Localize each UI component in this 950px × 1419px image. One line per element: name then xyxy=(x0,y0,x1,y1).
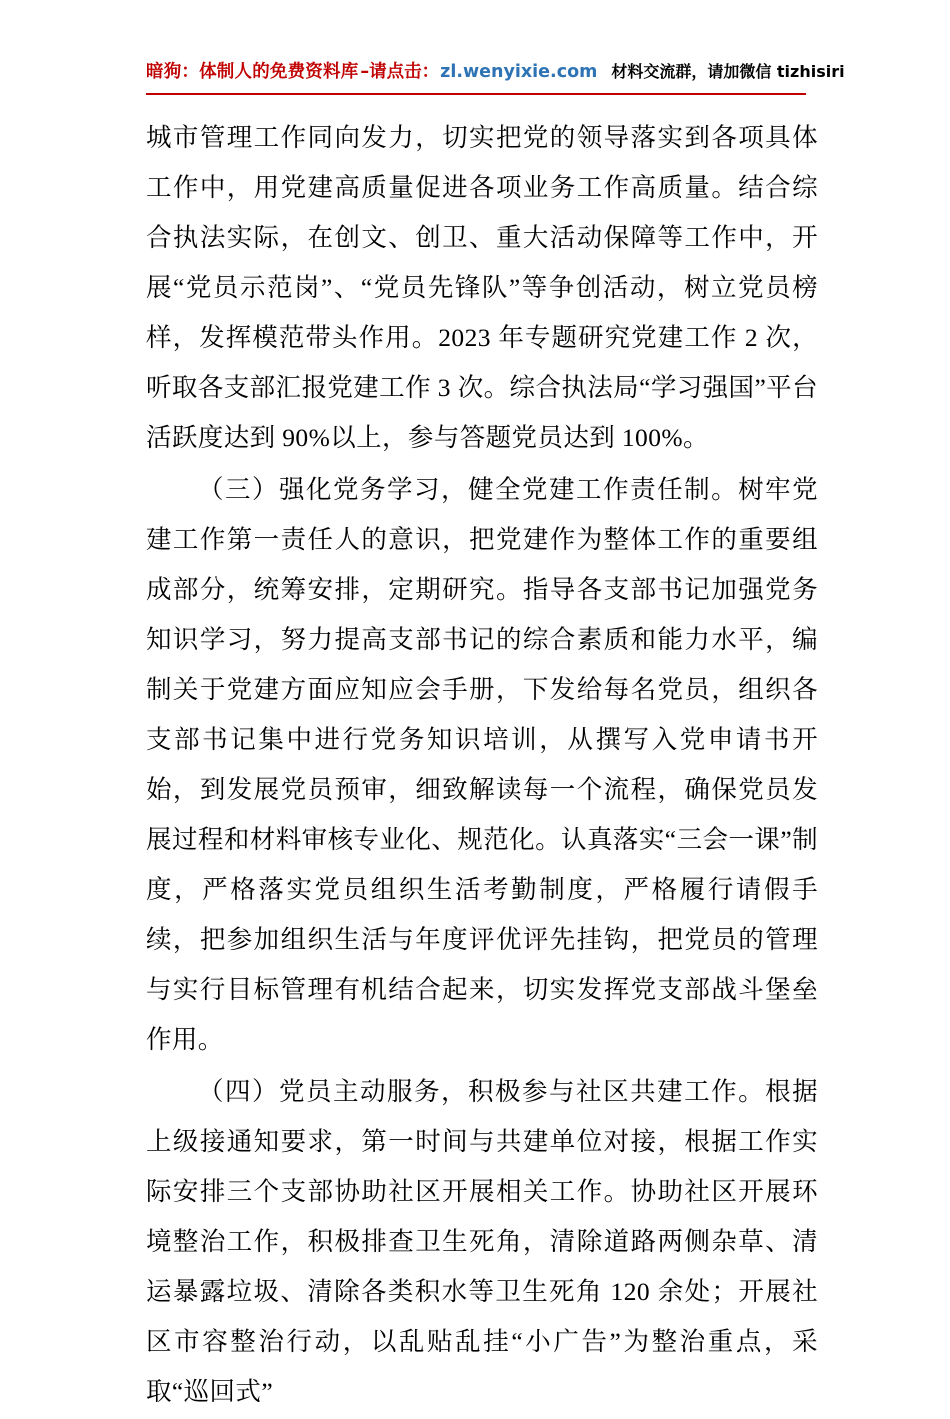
paragraph: 城市管理工作同向发力，切实把党的领导落实到各项具体工作中，用党建高质量促进各项业务工作高质量。结合综合执法实际，在创文、创卫、重大活动保障等工作中，开展“党员示范岗”、“党员先锋队”等争创活动，树立党员榜样，发挥模范带头作用。2023 年专题研究党建工作 2 次，听取各支部汇报党建工作 3 次。综合执法局“学习强国”平台活跃度达到 90%以上，参与答题党员达到 100%。 xyxy=(146,123,818,452)
click-prompt-label: 请点击： xyxy=(369,62,440,82)
document-body xyxy=(146,113,818,1419)
header-divider xyxy=(146,93,806,95)
site-link[interactable]: zl.wenyixie.com xyxy=(440,62,598,82)
paragraph: （三）强化党务学习，健全党建工作责任制。树牢党建工作第一责任人的意识，把党建作为整体工作的重要组成部分，统筹安排，定期研究。指导各支部书记加强党务知识学习，努力提高支部书记的综合素质和能力水平，编制关于党建方面应知应会手册，下发给每名党员，组织各支部书记集中进行党务知识培训，从撰写入党申请书开始，到发展党员预审，细致解读每一个流程，确保党员发展过程和材料审核专业化、规范化。认真落实“三会一课”制度，严格落实党员组织生活考勤制度，严格履行请假手续，把参加组织生活与年度评优评先挂钩，把党员的管理与实行目标管理有机结合起来，切实发挥党支部战斗堡垒作用。 xyxy=(146,475,818,1054)
watermark-banner xyxy=(146,58,845,83)
brand-label: 暗狗：体制人的免费资料库 xyxy=(146,62,359,82)
paragraph: （四）党员主动服务，积极参与社区共建工作。根据上级接通知要求，第一时间与共建单位对接，根据工作实际安排三个支部协助社区开展相关工作。协助社区开展环境整治工作，积极排查卫生死角，清除道路两侧杂草、清运暴露垃圾、清除各类积水等卫生死角 120 余处；开展社区市容整治行动，以乱贴乱挂“小广告”为整治重点，采取“巡回式” xyxy=(146,1077,818,1406)
dash-separator: – xyxy=(360,62,370,82)
contact-label: 材料交流群，请加微信 tizhisiri xyxy=(611,62,845,81)
